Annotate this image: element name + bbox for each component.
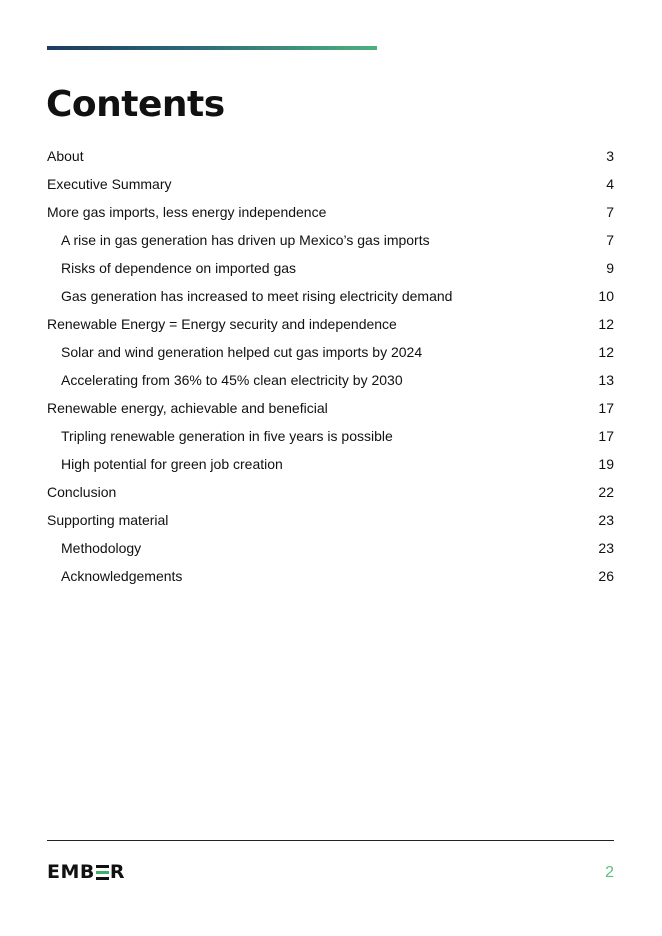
table-of-contents xyxy=(47,142,614,590)
toc-entry-page: 7 xyxy=(606,204,614,220)
toc-entry-title: Tripling renewable generation in five years is possible xyxy=(61,428,393,444)
toc-entry-title: Conclusion xyxy=(47,484,117,500)
toc-entry[interactable] xyxy=(47,562,614,590)
toc-entry[interactable] xyxy=(47,422,614,450)
toc-entry-title: Solar and wind generation helped cut gas imports by 2024 xyxy=(61,344,423,360)
toc-entry-page: 23 xyxy=(598,540,614,556)
toc-entry-page: 13 xyxy=(598,372,614,388)
toc-entry-title: A rise in gas generation has driven up Mexico’s gas imports xyxy=(61,232,430,248)
logo-text-suffix: R xyxy=(109,861,126,883)
toc-entry[interactable] xyxy=(47,450,614,478)
toc-entry-title: Renewable energy, achievable and beneficial xyxy=(47,400,328,416)
toc-entry-page: 19 xyxy=(598,456,614,472)
toc-entry-title: Accelerating from 36% to 45% clean electricity by 2030 xyxy=(61,372,403,388)
toc-entry-title: More gas imports, less energy independence xyxy=(47,204,327,220)
toc-entry[interactable] xyxy=(47,534,614,562)
toc-entry-title: Acknowledgements xyxy=(61,568,183,584)
toc-entry[interactable] xyxy=(47,142,614,170)
toc-entry-page: 9 xyxy=(606,260,614,276)
toc-entry-page: 4 xyxy=(606,176,614,192)
toc-entry[interactable] xyxy=(47,506,614,534)
page-number: 2 xyxy=(605,864,614,881)
toc-entry-page: 12 xyxy=(598,316,614,332)
toc-entry-title: Methodology xyxy=(61,540,142,556)
toc-entry-page: 7 xyxy=(606,232,614,248)
toc-entry-page: 17 xyxy=(598,428,614,444)
toc-entry[interactable] xyxy=(47,478,614,506)
toc-entry[interactable] xyxy=(47,198,614,226)
header-accent-rule xyxy=(47,46,377,50)
toc-entry-title: Renewable Energy = Energy security and independence xyxy=(47,316,397,332)
toc-entry[interactable] xyxy=(47,282,614,310)
toc-entry[interactable] xyxy=(47,394,614,422)
logo-e-mark-icon xyxy=(96,865,109,880)
toc-entry-page: 22 xyxy=(598,484,614,500)
toc-entry-page: 10 xyxy=(598,288,614,304)
toc-entry-page: 17 xyxy=(598,400,614,416)
toc-entry-page: 26 xyxy=(598,568,614,584)
footer-divider xyxy=(47,840,614,841)
toc-entry-page: 12 xyxy=(598,344,614,360)
toc-entry-title: Executive Summary xyxy=(47,176,172,192)
toc-entry[interactable] xyxy=(47,226,614,254)
toc-entry[interactable] xyxy=(47,366,614,394)
toc-entry-title: Risks of dependence on imported gas xyxy=(61,260,297,276)
page-title: Contents xyxy=(46,84,225,125)
logo-text-prefix: EMB xyxy=(47,861,95,883)
toc-entry[interactable] xyxy=(47,254,614,282)
toc-entry[interactable] xyxy=(47,170,614,198)
toc-entry-page: 23 xyxy=(598,512,614,528)
toc-entry[interactable] xyxy=(47,310,614,338)
toc-entry[interactable] xyxy=(47,338,614,366)
toc-entry-title: About xyxy=(47,148,84,164)
ember-logo xyxy=(47,862,125,882)
toc-entry-title: Supporting material xyxy=(47,512,169,528)
toc-entry-title: High potential for green job creation xyxy=(61,456,283,472)
toc-entry-title: Gas generation has increased to meet rising electricity demand xyxy=(61,288,453,304)
toc-entry-page: 3 xyxy=(606,148,614,164)
